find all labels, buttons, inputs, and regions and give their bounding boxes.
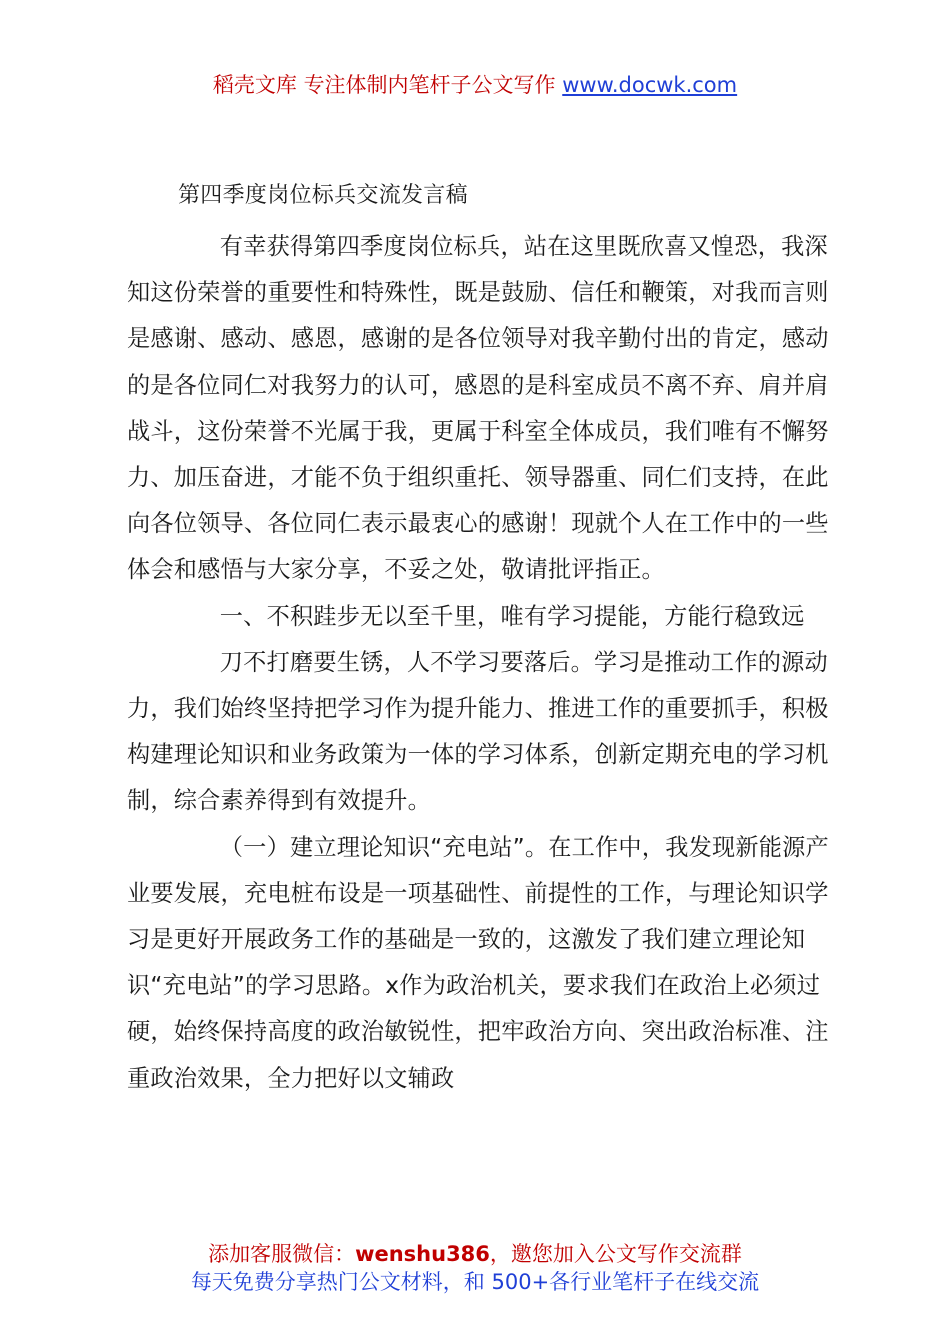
document-body (127, 224, 837, 1102)
footer-contact-prefix: 添加客服微信： (208, 1242, 356, 1266)
site-url-link[interactable]: www.docwk.com (562, 73, 738, 97)
paragraph-intro: 有幸获得第四季度岗位标兵，站在这里既欣喜又惶恐，我深知这份荣誉的重要性和特殊性，既是鼓励、信任和鞭策，对我而言则是感谢、感动、感恩，感谢的是各位领导对我辛勤付出的肯定，感动的是各位同仁对我努力的认可，感恩的是科室成员不离不弃、肩并肩战斗，这份荣誉不光属于我，更属于科室全体成员，我们唯有不懈努力、加压奋进，才能不负于组织重托、领导器重、同仁们支持，在此向各位领导、各位同仁表示最衷心的感谢！现就个人在工作中的一些体会和感悟与大家分享，不妥之处，敬请批评指正。 (127, 233, 829, 584)
site-header (0, 70, 950, 100)
document-title: 第四季度岗位标兵交流发言稿 (178, 183, 468, 208)
brand-slogan: 专注体制内笔杆子公文写作 (303, 73, 556, 97)
footer-contact-suffix: ，邀您加入公文写作交流群 (489, 1242, 742, 1266)
footer-contact-line (0, 1240, 950, 1268)
section-heading-1: 一、不积跬步无以至千里，唯有学习提能，方能行稳致远 (219, 602, 805, 630)
page-footer (0, 1240, 950, 1296)
brand-name: 稻壳文库 (212, 73, 297, 97)
paragraph-subsection-1: （一）建立理论知识“充电站”。在工作中，我发现新能源产业要发展，充电桩布设是一项基础性、前提性的工作，与理论知识学习是更好开展政务工作的基础是一致的，这激发了我们建立理论知识“充电站”的学习思路。x作为政治机关，要求我们在政治上必须过硬，始终保持高度的政治敏锐性，把牢政治方向、突出政治标准、注重政治效果，全力把好以文辅政 (127, 833, 829, 1092)
paragraph-learning: 刀不打磨要生锈，人不学习要落后。学习是推动工作的源动力，我们始终坚持把学习作为提升能力、推进工作的重要抓手，积极构建理论知识和业务政策为一体的学习体系，创新定期充电的学习机制，综合素养得到有效提升。 (127, 648, 829, 815)
wechat-id: wenshu386 (355, 1242, 490, 1266)
footer-promo-line: 每天免费分享热门公文材料，和 500+各行业笔杆子在线交流 (190, 1270, 760, 1294)
